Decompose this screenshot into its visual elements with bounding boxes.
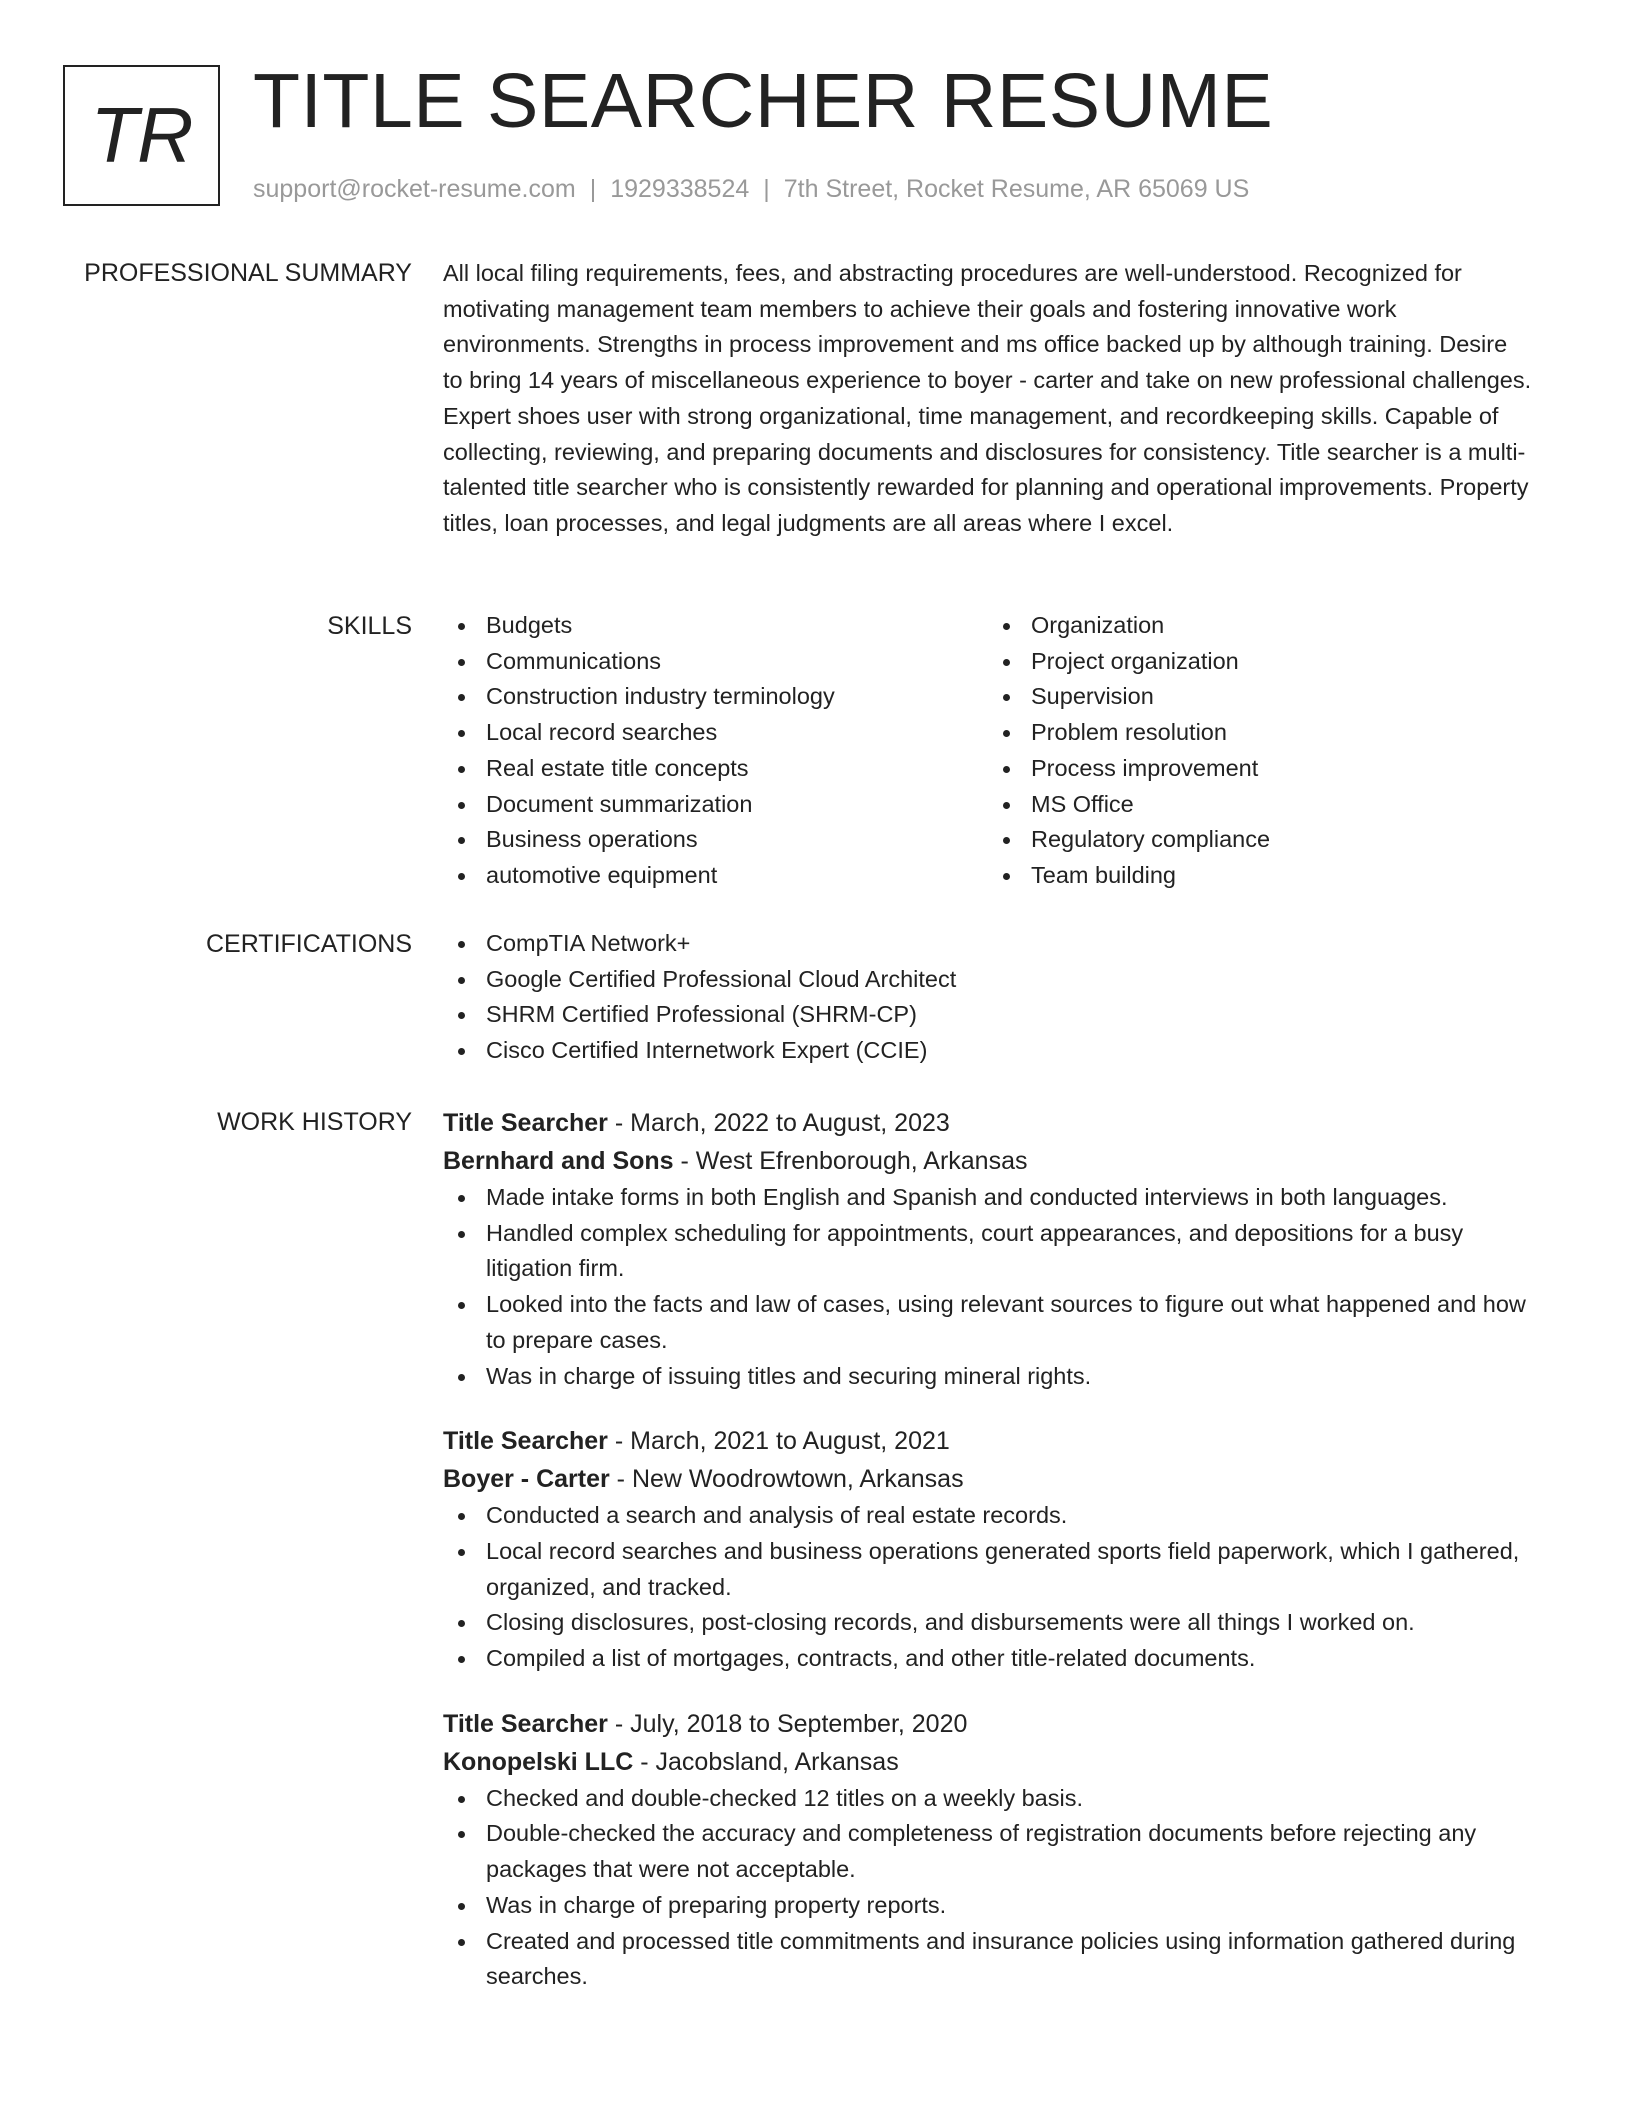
section-label-certifications: CERTIFICATIONS: [205, 930, 412, 958]
certification-item: Cisco Certified Internetwork Expert (CCIE): [443, 1033, 1533, 1069]
summary-text: All local filing requirements, fees, and abstracting procedures are well-understood. Recognized for motivating management team members to achieve their goals and fostering innovative work environments. Strengths in process improvement and ms office backed up by although training. Desire to bring 14 years of miscellaneous experience to boyer - carter and take on new professional challenges. Expert shoes user with strong organizational, time management, and recordkeeping skills. Capable of collecting, reviewing, and preparing documents and disclosures for consistency. Title searcher is a multi-talented title searcher who is consistently rewarded for planning and operational improvements. Property titles, loan processes, and legal judgments are all areas where I excel.: [443, 260, 1532, 536]
skill-item: MS Office: [988, 787, 1533, 823]
skills-list-right: [988, 608, 1533, 894]
job-title-line: [443, 1104, 1533, 1142]
job-company-line: [443, 1460, 1533, 1498]
skills-grid: [443, 608, 1533, 894]
section-label-summary: PROFESSIONAL SUMMARY: [84, 259, 412, 287]
job-bullets: [443, 1498, 1533, 1677]
skill-item: Project organization: [988, 644, 1533, 680]
job-title-line: [443, 1705, 1533, 1743]
job-location: - Jacobsland, Arkansas: [633, 1747, 899, 1776]
skill-item: Supervision: [988, 679, 1533, 715]
job-bullets: [443, 1781, 1533, 1995]
skill-item: Problem resolution: [988, 715, 1533, 751]
contact-phone: 1929338524: [610, 175, 750, 203]
skill-item: Local record searches: [443, 715, 988, 751]
skill-item: Real estate title concepts: [443, 751, 988, 787]
certification-item: CompTIA Network+: [443, 926, 1533, 962]
job-bullet: Created and processed title commitments and insurance policies using information gathered during searches.: [443, 1924, 1533, 1995]
work-history-list: [443, 1104, 1533, 2023]
job-role: Title Searcher: [443, 1109, 608, 1137]
skill-item: Business operations: [443, 822, 988, 858]
job-bullet: Was in charge of issuing titles and securing mineral rights.: [443, 1359, 1533, 1395]
certifications-list: [443, 926, 1533, 1069]
job-bullet: Local record searches and business operations generated sports field paperwork, which I gathered, organized, and tracked.: [443, 1534, 1533, 1605]
job-bullet: Looked into the facts and law of cases, using relevant sources to figure out what happened and how to prepare cases.: [443, 1287, 1533, 1358]
job-dates: - July, 2018 to September, 2020: [607, 1709, 968, 1738]
job-bullet: Closing disclosures, post-closing records, and disbursements were all things I worked on.: [443, 1605, 1533, 1641]
skill-item: Regulatory compliance: [988, 822, 1533, 858]
skills-list-left: [443, 608, 988, 894]
resume-title: TITLE SEARCHER RESUME: [253, 58, 1274, 144]
job-company-line: [443, 1743, 1533, 1781]
job-title-line: [443, 1422, 1533, 1460]
job-bullet: Handled complex scheduling for appointments, court appearances, and depositions for a busy litigation firm.: [443, 1216, 1533, 1287]
contact-line: [253, 172, 1249, 206]
job-bullet: Compiled a list of mortgages, contracts, and other title-related documents.: [443, 1641, 1533, 1677]
job-role: Title Searcher: [443, 1427, 608, 1456]
certification-item: SHRM Certified Professional (SHRM-CP): [443, 997, 1533, 1033]
skill-item: Budgets: [443, 608, 988, 644]
certification-item: Google Certified Professional Cloud Architect: [443, 962, 1533, 998]
job-location: - New Woodrowtown, Arkansas: [609, 1465, 964, 1494]
job-company: Bernhard and Sons: [443, 1147, 674, 1175]
job-bullet: Double-checked the accuracy and completeness of registration documents before rejecting any packages that were not acceptable.: [443, 1816, 1533, 1887]
job-dates: - March, 2021 to August, 2021: [607, 1427, 950, 1456]
job-bullet: Made intake forms in both English and Spanish and conducted interviews in both languages.: [443, 1180, 1533, 1216]
job-dates: - March, 2022 to August, 2023: [607, 1109, 950, 1137]
contact-address: 7th Street, Rocket Resume, AR 65069 US: [783, 175, 1250, 203]
monogram-initials: TR: [90, 91, 193, 179]
skill-item: Process improvement: [988, 751, 1533, 787]
job-company-line: [443, 1142, 1533, 1180]
section-label-work-history: WORK HISTORY: [217, 1108, 412, 1136]
job-entry: [443, 1104, 1533, 1394]
job-role: Title Searcher: [443, 1709, 608, 1738]
skill-item: automotive equipment: [443, 858, 988, 894]
monogram-box: [63, 65, 220, 206]
job-bullet: Checked and double-checked 12 titles on a weekly basis.: [443, 1781, 1533, 1817]
section-label-skills: SKILLS: [327, 612, 412, 640]
job-location: - West Efrenborough, Arkansas: [673, 1147, 1028, 1175]
skill-item: Team building: [988, 858, 1533, 894]
job-company: Boyer - Carter: [443, 1465, 610, 1494]
skill-item: Organization: [988, 608, 1533, 644]
job-bullet: Conducted a search and analysis of real estate records.: [443, 1498, 1533, 1534]
job-entry: [443, 1422, 1533, 1677]
job-bullets: [443, 1180, 1533, 1394]
skill-item: Construction industry terminology: [443, 679, 988, 715]
contact-email: support@rocket-resume.com: [253, 175, 576, 203]
job-bullet: Was in charge of preparing property reports.: [443, 1888, 1533, 1924]
job-company: Konopelski LLC: [443, 1747, 634, 1776]
skill-item: Document summarization: [443, 787, 988, 823]
job-entry: [443, 1705, 1533, 1995]
skill-item: Communications: [443, 644, 988, 680]
contact-separator: |: [763, 175, 770, 203]
contact-separator: |: [589, 175, 597, 203]
